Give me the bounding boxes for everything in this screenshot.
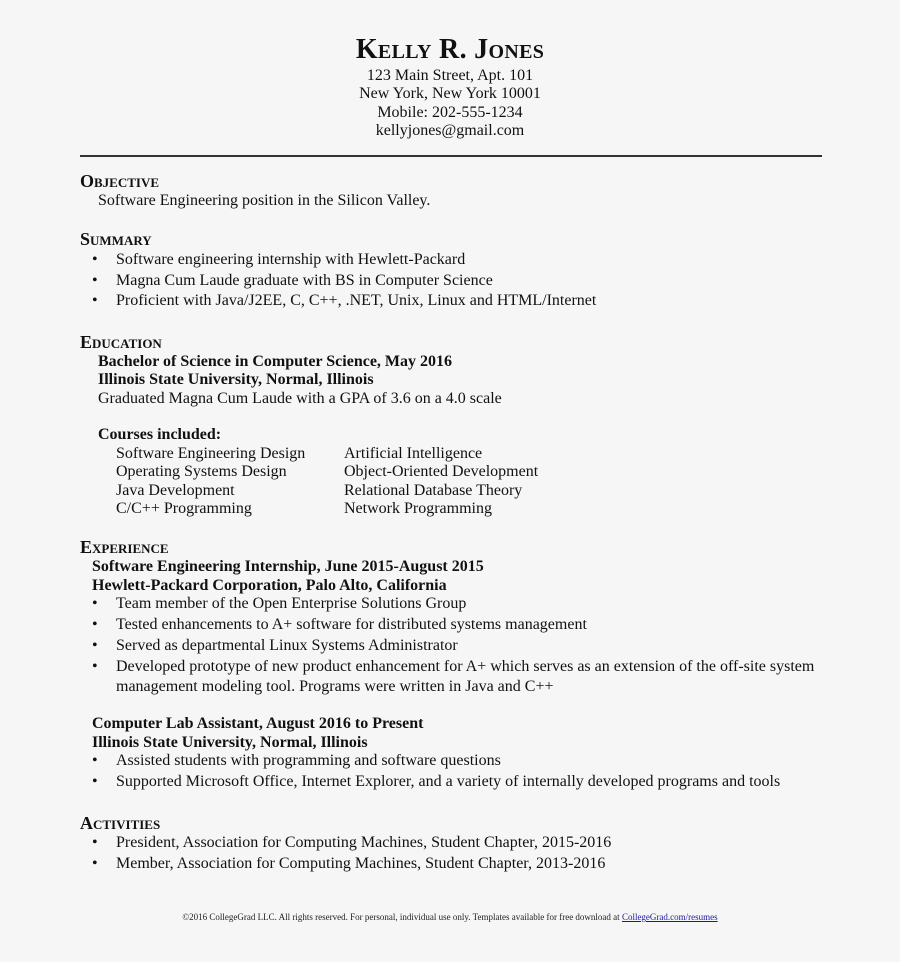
bullet-icon: • <box>92 752 98 769</box>
course-item: Artificial Intelligence <box>344 445 483 462</box>
degree: Bachelor of Science in Computer Science, May 2016 <box>98 353 453 370</box>
courses-label: Courses included: <box>98 426 222 443</box>
bullet-icon: • <box>92 616 98 633</box>
address-line-2: New York, New York 10001 <box>359 85 541 103</box>
bullet-icon: • <box>92 658 98 675</box>
bullet-icon: • <box>92 855 98 872</box>
address-line-1: 123 Main Street, Apt. 101 <box>366 67 534 84</box>
experience-heading: Experience <box>80 537 169 557</box>
job-title: Computer Lab Assistant, August 2016 to Present <box>92 715 424 732</box>
education-heading: Education <box>80 332 162 352</box>
templates-link[interactable]: CollegeGrad.com/resumes <box>621 912 718 922</box>
bullet-icon: • <box>92 251 98 268</box>
candidate-name: Kelly R. Jones <box>355 34 545 65</box>
header-divider <box>80 155 822 157</box>
copyright-text: ©2016 CollegeGrad LLC. All rights reserved. For personal, individual use only. Templates available for free download at <box>182 912 622 922</box>
copyright-footer <box>0 911 900 923</box>
school: Illinois State University, Normal, Illinois <box>98 371 374 388</box>
honors: Graduated Magna Cum Laude with a GPA of 3.6 on a 4.0 scale <box>98 390 502 407</box>
job-title: Software Engineering Internship, June 2015-August 2015 <box>92 558 484 575</box>
objective-heading: Objective <box>80 171 160 191</box>
email-address: kellyjones@gmail.com <box>375 121 525 139</box>
objective-text: Software Engineering position in the Silicon Valley. <box>98 192 431 209</box>
course-item: C/C++ Programming <box>116 500 252 517</box>
bullet-icon: • <box>92 272 98 289</box>
bullet-icon: • <box>92 637 98 654</box>
mobile-phone: Mobile: 202-555-1234 <box>377 103 523 121</box>
course-item: Operating Systems Design <box>116 463 287 480</box>
job-organization: Hewlett-Packard Corporation, Palo Alto, California <box>92 577 447 594</box>
course-item: Object-Oriented Development <box>344 463 539 480</box>
course-item: Software Engineering Design <box>116 445 306 462</box>
job-organization: Illinois State University, Normal, Illinois <box>92 734 368 751</box>
bullet-icon: • <box>92 773 98 790</box>
bullet-icon: • <box>92 292 98 309</box>
course-item: Relational Database Theory <box>344 482 523 499</box>
summary-heading: Summary <box>80 229 152 249</box>
resume-page: Kelly R. Jones 123 Main Street, Apt. 101 New York, New York 10001 Mobile: 202-555-1234 kellyjones@gmail.com Objective Software Engineering position in the Silicon Valley. Summary • Software engineering internship with Hewlett-Packard • Magna Cum Laude graduate with BS in Computer Science • Proficient with Java/J2EE, C, C++, .NET, Unix, Linux and HTML/Internet Education Bachelor of Science in Computer Science, May 2016 Illinois State University, Normal, Illinois Graduated Magna Cum Laude with a GPA of 3.6 on a 4.0 scale Courses included: Software Engineering Design Operating Systems Design Java Development C/C++ Programming Artificial Intelligence Object-Oriented Development Relational Database Theory Network Programming Experience Software Engineering Internship, June 2015-August 2015 Hewlett-Packard Corporation, Palo Alto, California • Team member of the Open Enterprise Solutions Group • Tested enhancements to A+ software for distributed systems management • Served as departmental Linux Systems Administrator • Developed prototype of new product enhancement for A+ which serves as an extension of the off-site system management modeling tool. Programs were written in Java and C++ Computer Lab Assistant, August 2016 to Present Illinois State University, Normal, Illinois • Assisted students with programming and software questions • Supported Microsoft Office, Internet Explorer, and a variety of internally developed programs and tools Activities • President, Association for Computing Machines, Student Chapter, 2015-2016 • Member, Association for Computing Machines, Student Chapter, 2013-2016 ©2016 CollegeGrad LLC. All rights reserved. For personal, individual use only. Templates available for free download at CollegeGrad.com/resumes <box>0 0 900 962</box>
course-item: Network Programming <box>344 500 492 517</box>
course-item: Java Development <box>116 482 235 499</box>
activities-heading: Activities <box>80 813 161 833</box>
resume-header <box>0 33 900 140</box>
bullet-icon: • <box>92 834 98 851</box>
bullet-icon: • <box>92 595 98 612</box>
